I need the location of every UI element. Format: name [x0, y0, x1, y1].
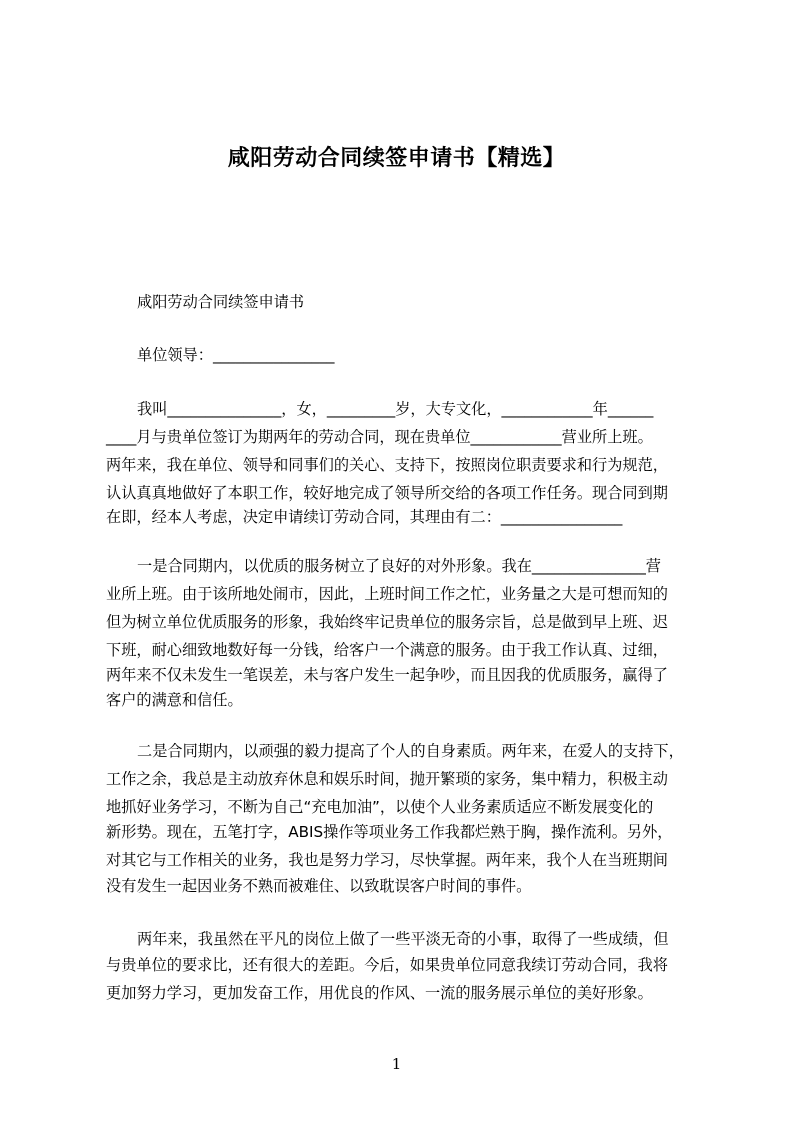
paragraph-line: 下班，耐心细致地数好每一分钱，给客户一个满意的服务。由于我工作认真、过细， [106, 641, 668, 659]
paragraph-line: 工作之余，我总是主动放弃休息和娱乐时间，抛开繁琐的家务，集中精力，积极主动 [106, 770, 668, 788]
paragraph-line: 认认真真地做好了本职工作，较好地完成了领导所交给的各项工作任务。现合同到期 [106, 484, 668, 502]
paragraph-line: ____月与贵单位签订为期两年的劳动合同，现在贵单位____________营业所上班。 [106, 428, 653, 446]
paragraph-line: 业所上班。由于该所地处闹市，因此，上班时间工作之忙，业务量之大是可想而知的 [106, 585, 668, 603]
paragraph-line: 两年来，我在单位、领导和同事们的关心、支持下，按照岗位职责要求和行为规范， [106, 456, 668, 474]
paragraph-line: 更加努力学习，更加发奋工作，用优良的作风、一流的服务展示单位的美好形象。 [106, 984, 653, 1002]
paragraph-line: 两年来不仅未发生一笔误差，未与客户发生一起争吵，而且因我的优质服务，赢得了 [106, 666, 668, 684]
paragraph-line: 新形势。现在，五笔打字，ABIS操作等项业务工作我都烂熟于胸，操作流利。另外， [106, 823, 673, 841]
page-number: 1 [391, 1055, 402, 1073]
paragraph-line: 没有发生一起因业务不熟而被难住、以致耽误客户时间的事件。 [106, 877, 532, 895]
paragraph-line: 与贵单位的要求比，还有很大的差距。今后，如果贵单位同意我续订劳动合同，我将 [106, 956, 668, 974]
paragraph-line: 对其它与工作相关的业务，我也是努力学习，尽快掌握。两年来，我个人在当班期间 [106, 851, 668, 869]
document-title: 咸阳劳动合同续签申请书【精选】 [227, 146, 566, 171]
paragraph-line: 一是合同期内，以优质的服务树立了良好的对外形象。我在_______________营 [137, 557, 661, 575]
paragraph-line: 客户的满意和信任。 [106, 691, 243, 709]
paragraph-line: 两年来，我虽然在平凡的岗位上做了一些平淡无奇的小事，取得了一些成绩，但 [137, 930, 669, 948]
paragraph-line: 地抓好业务学习，不断为自己“充电加油”，以使个人业务素质适应不断发展变化的 [106, 798, 654, 816]
paragraph-line: 我叫_______________，女，_________岁，大专文化，____________年______ [137, 400, 654, 418]
paragraph-line: 但为树立单位优质服务的形象，我始终牢记贵单位的服务宗旨，总是做到早上班、迟 [106, 613, 668, 631]
paragraph-line: 二是合同期内，以顽强的毅力提高了个人的自身素质。两年来，在爱人的支持下， [137, 742, 684, 760]
paragraph-line: 在即，经本人考虑，决定申请续订劳动合同，其理由有二：________________ [106, 508, 623, 526]
salutation: 单位领导：________________ [137, 346, 335, 364]
document-heading: 咸阳劳动合同续签申请书 [137, 293, 305, 311]
